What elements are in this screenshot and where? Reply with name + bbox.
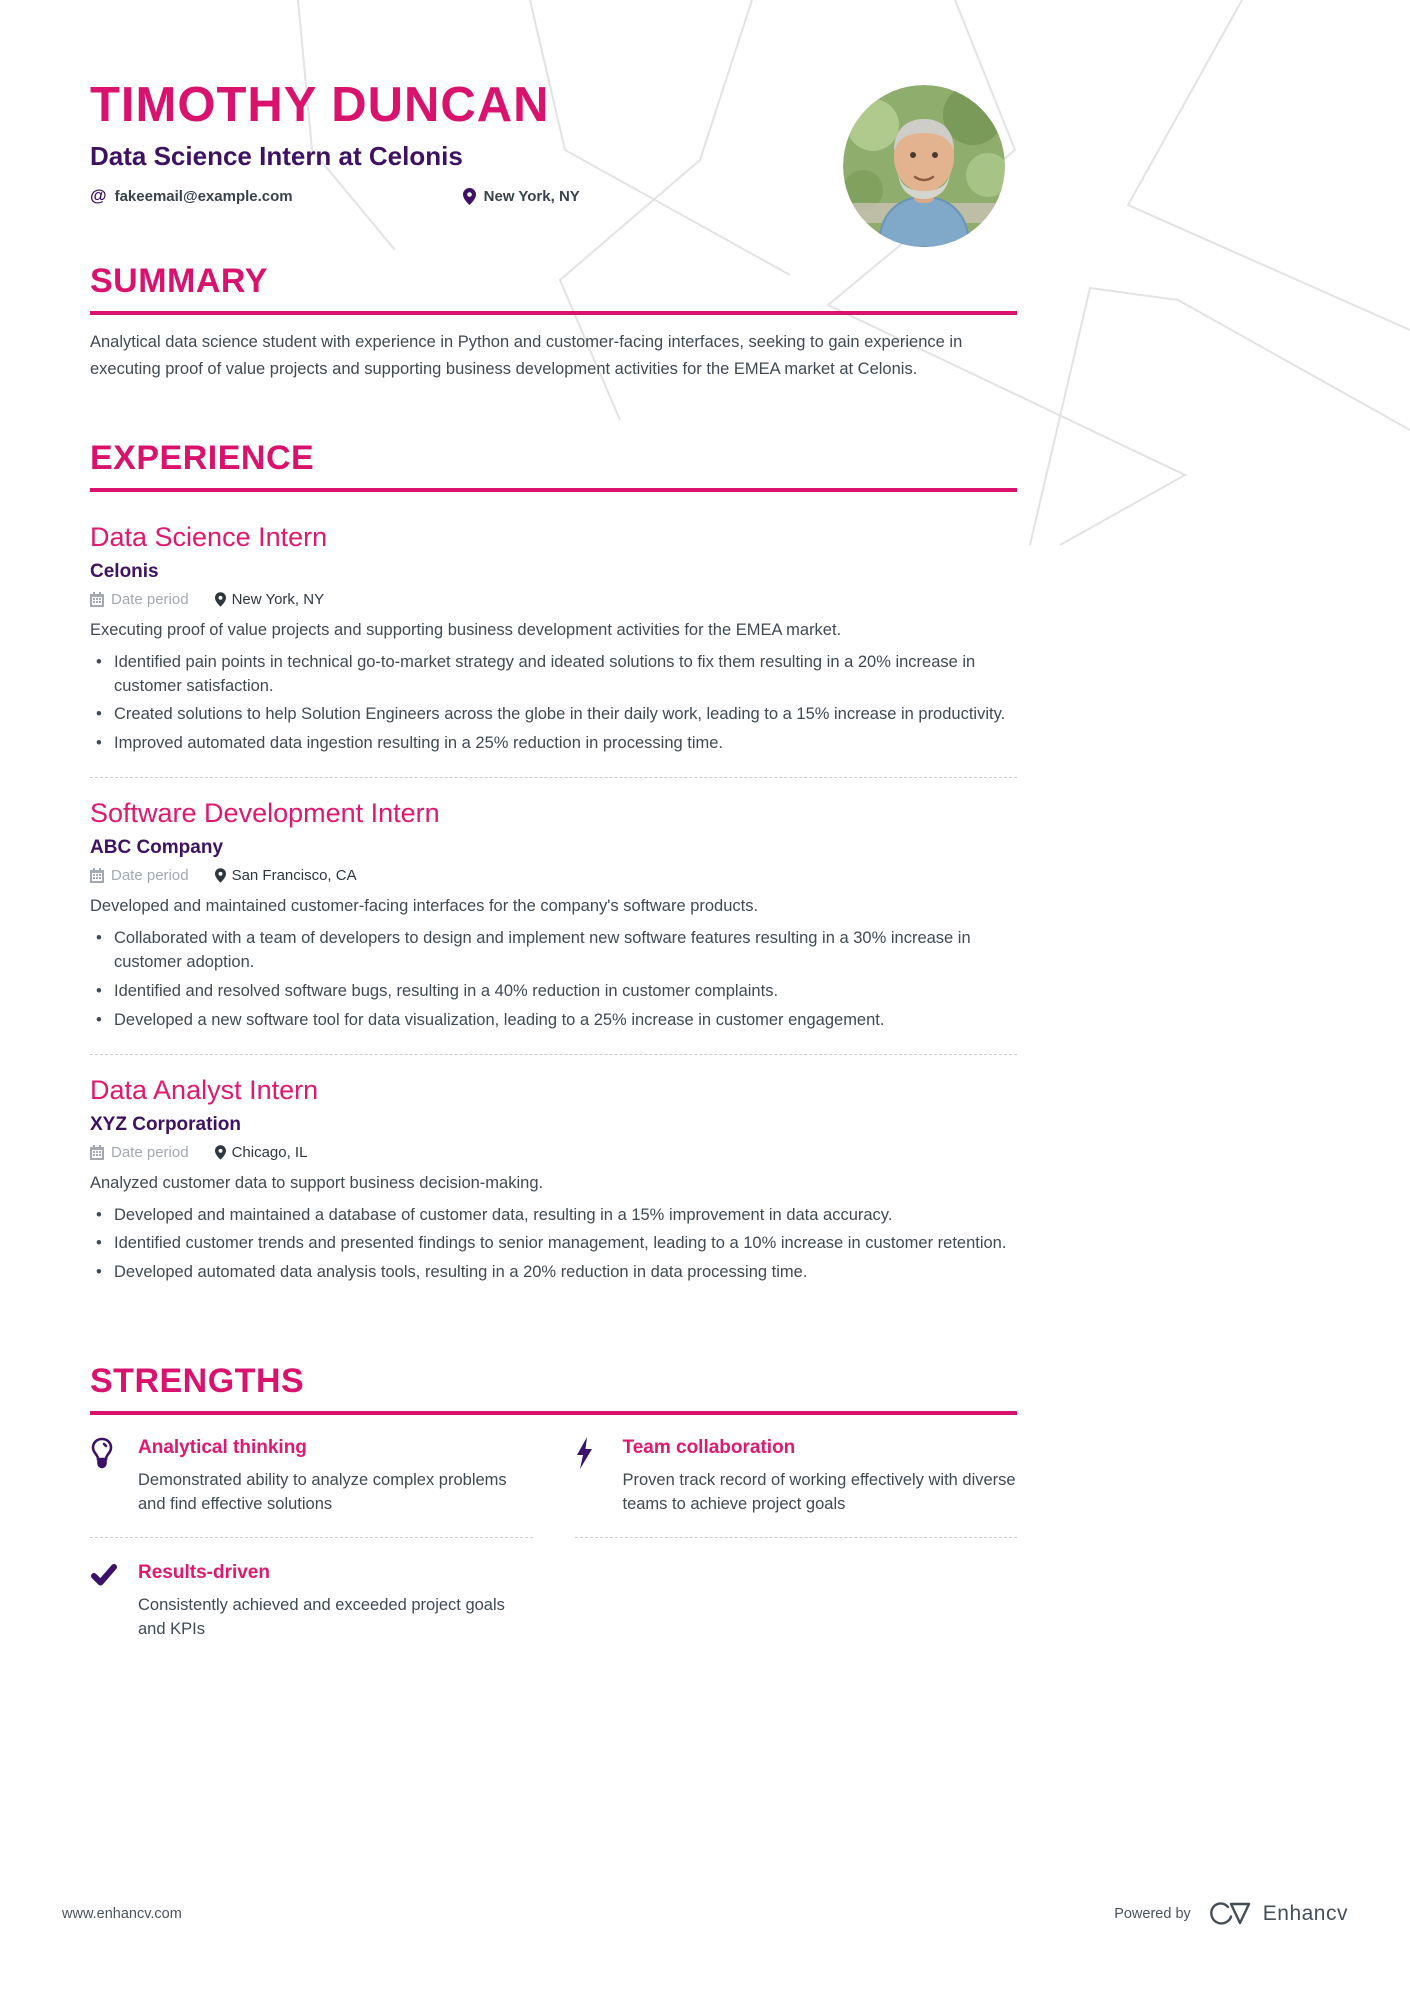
job-bullet-list [90,651,1017,757]
job-date-label: Date period [111,590,189,608]
summary-section [90,262,1017,382]
job-title: Data Science Intern [90,521,328,552]
summary-text: Analytical data science student with experience in Python and customer-facing interfaces, seeking to gain experience in executing proof of value projects and supporting business development activities for the EMEA market at Celonis. [90,333,963,379]
job-company: XYZ Corporation [90,1113,241,1135]
strengths-heading: STRENGTHS [90,1362,1017,1415]
job-title: Software Development Intern [90,798,440,829]
job-entry [90,777,1017,1053]
person-title: Data Science Intern at Celonis [90,141,463,172]
powered-by-label: Powered by [1114,1906,1191,1922]
footer-branding [1114,1900,1348,1928]
strengths-grid [90,1435,1017,1662]
location-text: New York, NY [483,187,580,205]
job-bullet-list [90,927,1017,1033]
job-bullet-list [90,1204,1017,1286]
job-location-text: San Francisco, CA [231,867,357,885]
job-date [90,867,189,884]
job-bullet: • Developed automated data analysis tools, resulting in a 20% reduction in data processing time. [90,1261,1017,1285]
job-meta-row [90,1144,1017,1161]
enhancv-logo-icon [1207,1900,1253,1928]
experience-heading: EXPERIENCE [90,439,1017,492]
lightbulb-icon [90,1435,122,1517]
location-pin-icon [463,188,476,205]
job-location [215,1144,308,1161]
job-title: Data Analyst Intern [90,1074,319,1105]
email-icon: @ [90,186,107,206]
experience-section [90,439,1017,1306]
job-description: Developed and maintained customer-facing interfaces for the company's software products. [90,897,759,916]
location-item [463,188,580,205]
job-company: Celonis [90,560,159,582]
job-bullet: • Improved automated data ingestion resulting in a 25% reduction in processing time. [90,732,1017,756]
job-bullet: • Identified and resolved software bugs, resulting in a 40% reduction in customer complaints. [90,980,1017,1004]
job-date-label: Date period [111,867,189,885]
email-text: fakeemail@example.com [114,187,293,205]
strength-title: Analytical thinking [138,1437,307,1459]
location-pin-icon [215,1145,226,1160]
job-company: ABC Company [90,837,224,859]
lightning-icon [575,1435,607,1517]
strength-title: Team collaboration [622,1437,796,1459]
strength-item [90,1560,533,1662]
job-entry [90,502,1017,777]
job-location [215,591,325,608]
summary-heading: SUMMARY [90,262,1017,315]
footer [0,1900,1410,1928]
job-bullet: • Collaborated with a team of developers to design and implement new software features resulting in a 30% increase in customer adoption. [90,927,1017,975]
job-date-label: Date period [111,1143,189,1161]
calendar-icon [90,1145,104,1160]
calendar-icon [90,592,104,607]
job-location-text: Chicago, IL [231,1143,308,1161]
calendar-icon [90,868,104,883]
job-location-text: New York, NY [231,590,325,608]
strength-body [138,1435,533,1517]
job-bullet: • Developed and maintained a database of customer data, resulting in a 15% improvement in data accuracy. [90,1204,1017,1228]
job-meta-row [90,867,1017,884]
avatar [843,85,1005,247]
job-meta-row [90,591,1017,608]
job-bullet: • Identified customer trends and presented findings to senior management, leading to a 10% increase in customer retention. [90,1232,1017,1256]
strength-text: Proven track record of working effectively with diverse teams to achieve project goals [622,1471,1016,1514]
job-date [90,591,189,608]
strengths-section [90,1362,1017,1662]
location-pin-icon [215,592,226,607]
job-entry [90,1054,1017,1307]
strength-text: Demonstrated ability to analyze complex problems and find effective solutions [138,1471,507,1514]
job-bullet: • Identified pain points in technical go-to-market strategy and ideated solutions to fix them resulting in a 20% increase in customer satisfaction. [90,651,1017,699]
job-description: Executing proof of value projects and supporting business development activities for the EMEA market. [90,620,842,639]
job-bullet: • Developed a new software tool for data visualization, leading to a 25% increase in customer engagement. [90,1009,1017,1033]
strength-text: Consistently achieved and exceeded project goals and KPIs [138,1596,505,1639]
job-bullet: • Created solutions to help Solution Engineers across the globe in their daily work, leading to a 15% increase in productivity. [90,703,1017,727]
location-pin-icon [215,868,226,883]
strength-body [138,1560,533,1642]
strength-item [575,1435,1018,1538]
job-description: Analyzed customer data to support business decision-making. [90,1173,544,1192]
job-location [215,867,357,884]
enhancv-brand-text: Enhancv [1262,1902,1348,1925]
person-name: TIMOTHY DUNCAN [90,78,550,132]
strength-item [90,1435,533,1538]
enhancv-logo-link[interactable] [1207,1900,1348,1928]
footer-url-link[interactable]: www.enhancv.com [62,1906,182,1922]
job-date [90,1144,189,1161]
check-icon [90,1560,122,1642]
strength-title: Results-driven [138,1562,270,1584]
strength-body [623,1435,1018,1517]
email-item[interactable] [90,186,293,206]
